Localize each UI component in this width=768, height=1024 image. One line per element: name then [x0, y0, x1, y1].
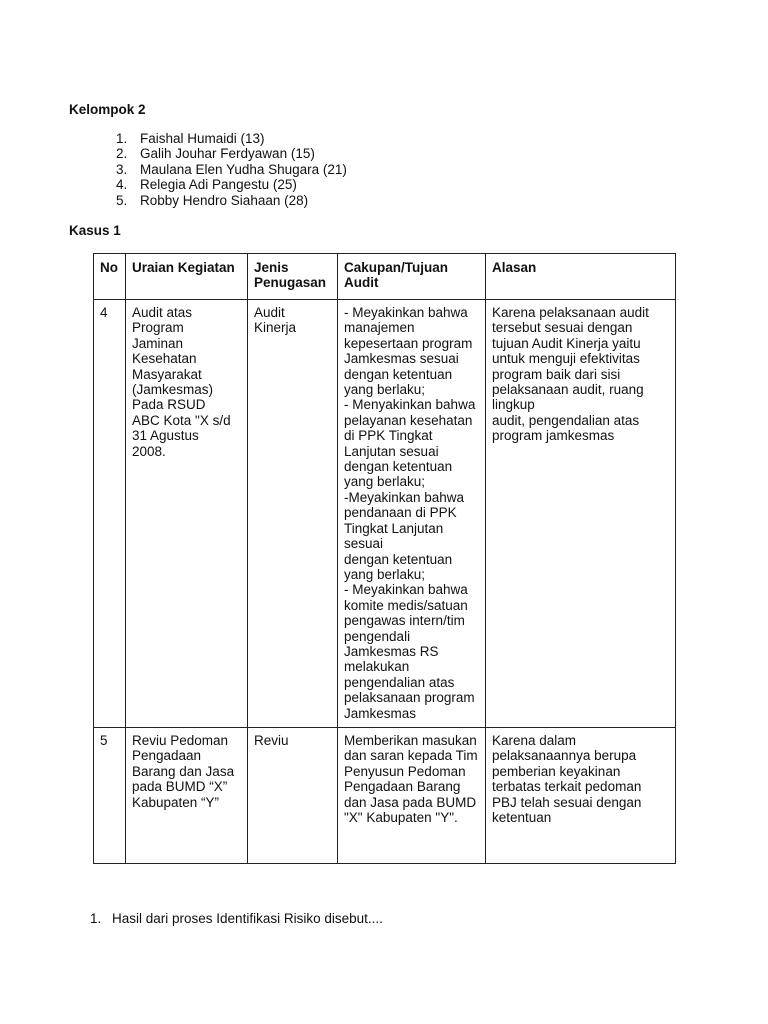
- cell-line: Jamkesmas RS: [344, 643, 439, 659]
- cell-line: - Meyakinkan bahwa: [344, 582, 468, 598]
- cell-line: Audit: [254, 305, 285, 320]
- cell-line: program jamkesmas: [492, 428, 615, 444]
- cell-line: dengan ketentuan: [344, 366, 453, 382]
- header-cakupan: [338, 254, 486, 300]
- member-name: Relegia Adi Pangestu (25): [140, 177, 297, 193]
- cell-line: pengawas intern/tim: [344, 613, 465, 629]
- cell-line: kepesertaan program: [344, 335, 473, 351]
- cell-uraian: [126, 727, 248, 863]
- header-line: Cakupan/Tujuan: [344, 260, 449, 275]
- member-name: Maulana Elen Yudha Shugara (21): [140, 161, 347, 177]
- list-number: 5.: [116, 192, 128, 208]
- cell-line: Karena pelaksanaan audit: [492, 305, 649, 320]
- cell-line: yang berlaku;: [344, 566, 426, 582]
- cell-line: pemberian keyakinan: [492, 763, 621, 779]
- cell-cakupan: [338, 300, 486, 728]
- cell-line: komite medis/satuan: [344, 597, 468, 613]
- cell-line: Memberikan masukan: [344, 732, 477, 748]
- cell-line: Masyarakat: [132, 366, 202, 382]
- cell-line: Pada RSUD: [132, 397, 206, 413]
- cell-line: pelayanan kesehatan: [344, 412, 473, 428]
- cell-line: 31 Agustus: [132, 428, 199, 444]
- list-number: 4.: [116, 177, 128, 193]
- list-number: 2.: [116, 146, 128, 162]
- cell-line: - Menyakinkan bahwa: [344, 397, 476, 413]
- cell-line: Audit atas: [132, 305, 193, 320]
- cell-line: tersebut sesuai dengan: [492, 320, 633, 336]
- group-title: Kelompok 2: [69, 102, 146, 117]
- cell-line: pelaksanaan program: [344, 690, 475, 706]
- cell-line: Reviu Pedoman: [132, 732, 229, 748]
- cell-line: Jaminan: [132, 335, 184, 351]
- list-item: [116, 146, 347, 161]
- cell-line: terbatas terkait pedoman: [492, 779, 642, 795]
- header-no: No: [94, 254, 126, 300]
- member-name: Robby Hendro Siahaan (28): [140, 192, 309, 208]
- cell-line: "X" Kabupaten "Y".: [344, 810, 458, 825]
- cell-line: Penyusun Pedoman: [344, 763, 466, 779]
- cell-line: pengendali: [344, 628, 411, 644]
- table-body: [94, 300, 676, 864]
- question-item: [90, 911, 383, 926]
- header-line: Audit: [344, 275, 379, 291]
- cell-line: yang berlaku;: [344, 474, 426, 490]
- cell-line: Reviu: [254, 732, 289, 748]
- cell-line: pelaksanaan audit, ruang: [492, 382, 644, 398]
- cell-line: Pengadaan: [132, 748, 202, 764]
- cell-line: Kinerja: [254, 320, 297, 336]
- list-item: [116, 177, 347, 192]
- cell-line: Karena dalam: [492, 732, 577, 748]
- cell-line: Kabupaten “Y”: [132, 794, 220, 810]
- list-item: [116, 131, 347, 146]
- cell-line: pelaksanaannya berupa: [492, 748, 637, 764]
- list-item: [116, 162, 347, 177]
- table-row: [94, 727, 676, 863]
- header-alasan: Alasan: [486, 254, 676, 300]
- cell-line: Kesehatan: [132, 351, 197, 367]
- cell-line: ketentuan: [492, 810, 552, 825]
- cell-line: -Meyakinkan bahwa: [344, 489, 465, 505]
- cell-uraian: [126, 300, 248, 728]
- cell-line: dengan ketentuan: [344, 551, 453, 567]
- header-uraian: Uraian Kegiatan: [126, 254, 248, 300]
- cell-line: dengan ketentuan: [344, 459, 453, 475]
- cell-line: program baik dari sisi: [492, 366, 621, 382]
- header-jenis: [248, 254, 338, 300]
- cell-line: dan saran kepada Tim: [344, 748, 478, 764]
- header-line: Jenis: [254, 260, 289, 275]
- cell-line: pengendalian atas: [344, 674, 455, 690]
- case-title: Kasus 1: [69, 223, 121, 238]
- cell-line: ABC Kota "X s/d: [132, 412, 231, 428]
- cell-no: 5: [94, 727, 126, 863]
- cell-jenis: [248, 300, 338, 728]
- cell-line: pada BUMD “X”: [132, 779, 228, 795]
- question-text: Hasil dari proses Identifikasi Risiko disebut....: [112, 911, 383, 926]
- member-name: Galih Jouhar Ferdyawan (15): [140, 146, 315, 162]
- cell-alasan: [486, 300, 676, 728]
- cell-line: Jamkesmas: [344, 705, 417, 721]
- cell-line: (Jamkesmas): [132, 382, 214, 398]
- cell-line: pendanaan di PPK: [344, 505, 457, 521]
- cell-alasan: [486, 727, 676, 863]
- cell-line: manajemen: [344, 320, 415, 336]
- question-number: 1.: [90, 911, 102, 926]
- list-number: 1.: [116, 131, 128, 146]
- member-name: Faishal Humaidi (13): [140, 131, 265, 146]
- cell-no: 4: [94, 300, 126, 728]
- cell-line: sesuai: [344, 536, 384, 552]
- cell-line: - Meyakinkan bahwa: [344, 305, 468, 320]
- cell-line: PBJ telah sesuai dengan: [492, 794, 642, 810]
- cell-cakupan: [338, 727, 486, 863]
- cell-line: Tingkat Lanjutan: [344, 520, 444, 536]
- table-header-row: [94, 254, 676, 300]
- cell-line: untuk menguji efektivitas: [492, 351, 640, 367]
- table-row: [94, 300, 676, 728]
- cell-line: Jamkesmas sesuai: [344, 351, 459, 367]
- list-item: [116, 193, 347, 208]
- cell-jenis: [248, 727, 338, 863]
- cell-line: yang berlaku;: [344, 382, 426, 398]
- cell-line: Lanjutan sesuai: [344, 443, 439, 459]
- cell-line: Pengadaan Barang: [344, 779, 461, 795]
- cell-line: audit, pengendalian atas: [492, 412, 640, 428]
- cell-line: lingkup: [492, 397, 535, 413]
- list-number: 3.: [116, 161, 128, 177]
- cell-line: Barang dan Jasa: [132, 763, 235, 779]
- cell-line: di PPK Tingkat: [344, 428, 433, 444]
- cell-line: Program: [132, 320, 184, 336]
- header-line: Penugasan: [254, 275, 327, 291]
- cell-line: tujuan Audit Kinerja yaitu: [492, 335, 641, 351]
- audit-table: [93, 253, 676, 864]
- cell-line: melakukan: [344, 659, 410, 675]
- cell-line: dan Jasa pada BUMD: [344, 794, 477, 810]
- cell-line: 2008.: [132, 443, 166, 459]
- member-list: [116, 131, 347, 208]
